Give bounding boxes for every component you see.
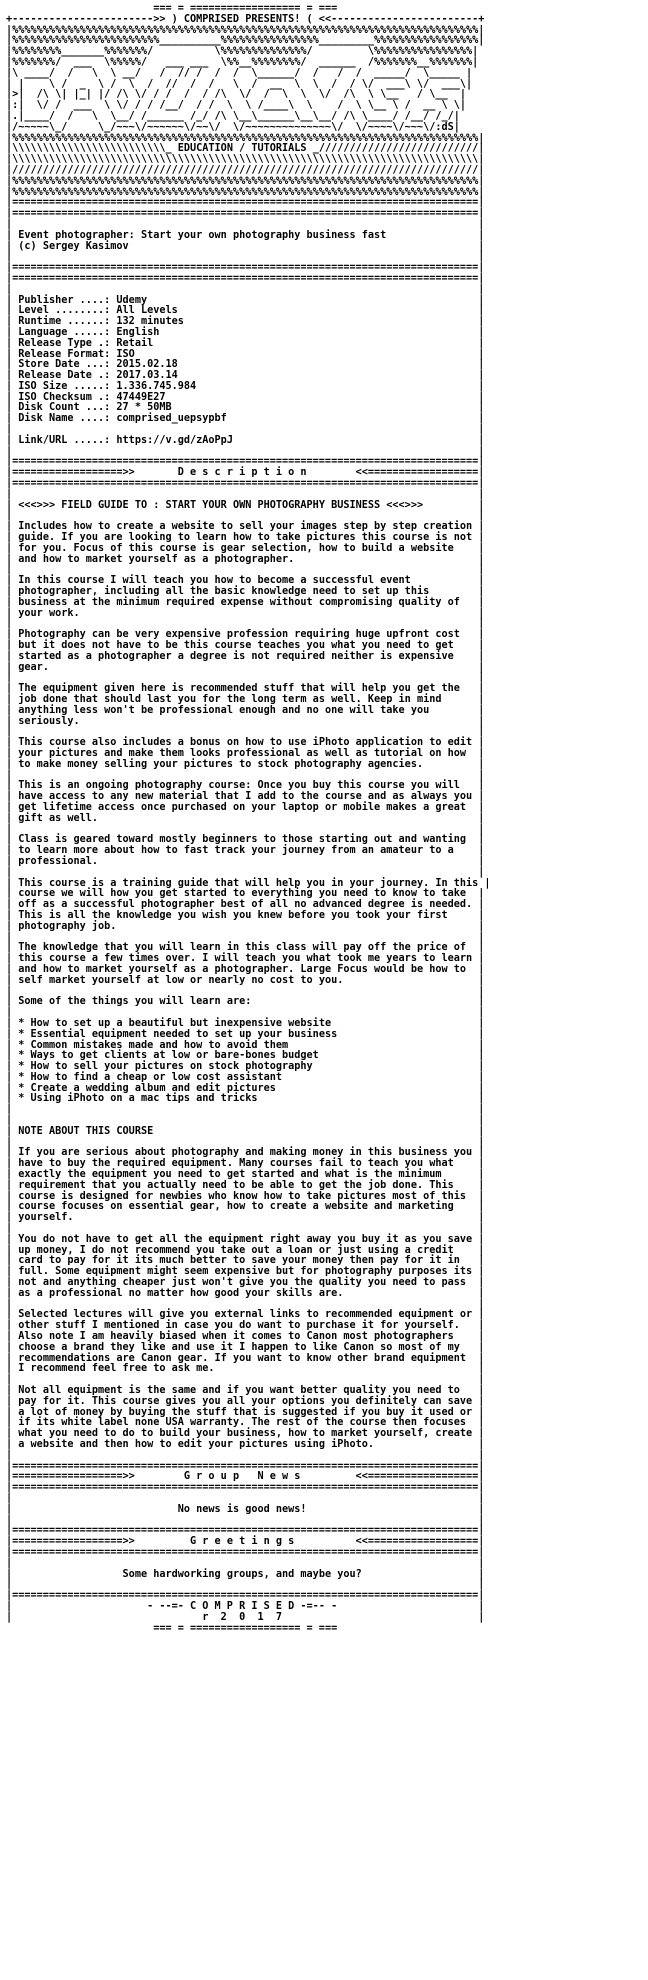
description-text: self market yourself at low or nearly no cost to you. [18,974,344,986]
info-line: ISO Size .....: 1.336.745.984 [18,380,197,392]
info-line-line: | Language .....: English | [6,326,485,338]
info-line: Level ........: All Levels [18,305,178,317]
description-text-line: | photography job. | [6,920,485,932]
description-text-line: | The knowledge that you will learn in this class will pay off the price of | [6,942,485,954]
note-text-line: | Also note I am heavily biased when it comes to Canon most photographers | [6,1331,485,1343]
description-text: The equipment given here is recommended stuff that will help you get the [18,683,460,695]
info-line-line: | Disk Name ....: comprised_uepsypbf | [6,413,485,425]
bullet-item-line: | * Create a wedding album and edit pictures | [6,1082,485,1094]
rule-line: |============================================================================| [6,478,485,490]
info-line: Release Date .: 2017.03.14 [18,370,178,382]
logo-art: |\ ____/ / \ \ __/ / // / / / \______/ / / / _____/ \_____ | [6,67,473,79]
info-line-line: | ISO Size .....: 1.336.745.984 | [6,380,485,392]
note-text-line: | what you need to do to build your business, how to market yourself, create | [6,1428,485,1440]
info-line: Publisher ....: Udemy [18,294,148,306]
note-text-line: | other stuff I mentioned in case you do want to purchase it for yourself. | [6,1320,485,1332]
description-text: This is all the knowledge you wish you knew before you took your first [18,909,448,921]
blank-line: | | [6,1115,485,1127]
description-text: In this course I will teach you how to become a successful event [18,575,411,587]
blank-line: | | [6,1136,485,1148]
description-text-line: | In this course I will teach you how to become a successful event | [6,575,485,587]
note-text-line: | card to pay for it its much better to save your money then pay for it in | [6,1255,485,1267]
description-text: have access to any new material that I add to the course and as always you [18,791,473,803]
info-line-line: | Disk Count ...: 27 * 50MB | [6,402,485,414]
description-text-line: | This is an ongoing photography course: Once you buy this course you will | [6,780,485,792]
description-text: this course a few times over. I will teach you what took me years to learn [18,953,473,965]
info-line: Release Format: ISO [18,348,135,360]
presents-title-line: +----------------------->> ) COMPRISED PRESENTS! ( <<------------------------+ [6,13,485,25]
info-line-line: | Runtime ......: 132 minutes | [6,316,485,328]
bullet-item: * Ways to get clients at low or bare-bones budget [18,1050,319,1062]
rule-line: |============================================================================| [6,208,485,220]
blank-line: | | [6,672,485,684]
note-text: If you are serious about photography and making money in this business you [18,1147,473,1159]
description-text-line: | photographer, including all the basic knowledge need to set up this | [6,586,485,598]
description-text-line: | job done that should last you for the long term as well. Keep in mind | [6,694,485,705]
blank-line: | | [6,769,485,781]
note-text: full. Some equipment might seem expensive but for photography purposes its [18,1266,473,1278]
description-text: and how to market yourself as a photographer. Large Focus would be how to [18,963,467,975]
rule-line: |============================================================================| [6,1590,485,1602]
greetings-text-line: | Some hardworking groups, and maybe you? | [6,1568,485,1580]
group-news-text-line: | No news is good news! | [6,1503,485,1515]
description-text: course we will how you get started to everything you need to know to take [18,888,467,900]
description-text: job done that should last you for the long term as well. Keep in mind [18,694,442,705]
description-text-line: | This is all the knowledge you wish you knew before you took your first | [6,909,485,921]
logo-art: |%%%%%%%%%%%%%%%%%%%%%%%%%%%%%%%%%%%%%%%%%%%%%%%%%%%%%%%%%%%%%%%%%%%%%%%%%%%%| [6,132,485,144]
description-text-line: | and how to market yourself as a photographer. | [6,553,485,565]
logo-art: |:| \/ / ___ \ \/ / / /__/ / / \ \ /____\ \ / \ \__ \ / __ \ \| [6,100,467,112]
rule-line: |============================================================================| [6,456,485,468]
note-text-line: | You do not have to get all the equipment right away you buy it as you save | [6,1233,485,1245]
info-line: Release Type .: Retail [18,337,154,349]
blank-line: | | [6,488,485,500]
bullet-item-line: | * Common mistakes made and how to avoid them | [6,1039,485,1051]
note-text-line: | requirement that you actually need to be able to get the job done. This | [6,1179,485,1191]
note-text: recommendations are Canon gear. If you want to know other brand equipment [18,1352,467,1364]
logo-art: | | \ / _ \ / \ / // / / \ / __ \ \ / / \/ ___\ \/ ___\| [6,78,473,90]
subtitle: EDUCATION / TUTORIALS [177,143,307,155]
note-text-line: | Selected lectures will give you external links to recommended equipment or | [6,1309,485,1321]
note-text-line: | not and anything cheaper just won't give you the quality you need to pass | [6,1277,485,1289]
description-text: gift as well. [18,812,99,824]
description-text-line: | The equipment given here is recommended stuff that will help you get the | [6,683,485,695]
blank-line: | | [6,618,485,630]
description-text: photography job. [18,920,117,932]
greetings-text: Some hardworking groups, and maybe you? [122,1568,362,1580]
note-text: up money, I do not recommend you take out a loan or just using a credit [18,1244,454,1256]
note-text: Selected lectures will give you external links to recommended equipment or [18,1309,473,1321]
note-text-line: | as a professional no matter how good your skills are. | [6,1287,485,1299]
info-line: Store Date ...: 2015.02.18 [18,359,178,371]
info-line: Language .....: English [18,326,160,338]
blank-line: | | [6,1579,485,1591]
release-title-line: | Event photographer: Start your own photography business fast | [6,229,485,241]
bullet-item: * How to sell your pictures on stock photography [18,1061,313,1073]
description-text-line: | your pictures and make them looks professional as well as tutorial on how | [6,747,485,759]
blank-line: | | [6,823,485,835]
section-description-line: |==================>> D e s c r i p t i o n <<==================| [6,467,485,479]
description-text-line: | This course also includes a bonus on how to use iPhoto application to edit | [6,737,485,749]
description-text-line: | seriously. | [6,715,485,727]
description-text: business at the minimum required expense without compromising quality of [18,596,460,608]
section-group-news-line: |==================>> G r o u p N e w s <<==================| [6,1471,485,1483]
description-text-line: | Some of the things you will learn are: | [6,996,485,1008]
bullet-item-line: | * Using iPhoto on a mac tips and tricks | [6,1093,485,1105]
note-text: have to buy the required equipment. Many courses fail to teach you what [18,1158,454,1170]
blank-line: | | [6,1449,485,1461]
description-text: for you. Focus of this course is gear selection, how to build a website [18,542,454,554]
note-text: exactly the equipment you need to get started and what is the minimum [18,1169,442,1181]
release-author: (c) Sergey Kasimov [18,240,129,252]
note-text-line: | pay for it. This course gives you all your options you definitely can save | [6,1395,485,1407]
description-text: started as a photographer a degree is not required neither is expensive [18,650,454,662]
bottom-rule: === = ================== = === [153,1622,338,1634]
description-text-line: | this course a few times over. I will teach you what took me years to learn | [6,953,485,965]
info-line-line: | Release Date .: 2017.03.14 | [6,370,485,382]
description-text: This course is a training guide that will help you in your journey. In this [18,877,479,889]
link-url: Link/URL .....: https://v.gd/zAoPpJ [18,434,233,446]
note-text: what you need to do to build your business, how to market yourself, create [18,1428,473,1440]
note-text: as a professional no matter how good your skills are. [18,1287,344,1299]
section-description: D e s c r i p t i o n [177,467,307,479]
bullet-item-line: | * How to find a cheap or low cost assistant | [6,1071,485,1083]
presents-title: >> ) COMPRISED PRESENTS! ( << [153,13,332,25]
blank-line: | | [6,1298,485,1310]
deco-line: |////////////////////////////////////////////////////////////////////////////| [6,164,485,176]
description-text: Photography can be very expensive profession requiring huge upfront cost [18,629,460,641]
info-line: Disk Name ....: comprised_uepsypbf [18,413,227,425]
logo-art: |%%%%%%%%%%%%%%%%%%%%%%%%%%%%%%%%%%%%%%%%%%%%%%%%%%%%%%%%%%%%%%%%%%%%%%%%%%%%| [6,24,485,36]
description-text: anything less won't be professional enough and no one will take you [18,704,430,716]
blank-line: | | [6,1007,485,1019]
blank-line: | | [6,1514,485,1526]
bullet-item: * Common mistakes made and how to avoid them [18,1039,289,1051]
rule-line: |============================================================================| [6,1482,485,1494]
note-text-line: | choose a brand they like and use it I happen to like Canon so most of my | [6,1341,485,1353]
description-text: off as a successful photographer best of all no advanced degree is needed. [18,899,473,911]
note-heading-line: | NOTE ABOUT THIS COURSE | [6,1125,485,1137]
rule-line: |============================================================================| [6,197,485,209]
description-text-line: | get lifetime access once purchased on your laptop or mobile makes a great | [6,801,485,813]
rule-line: |============================================================================| [6,272,485,284]
info-line-line: | Store Date ...: 2015.02.18 | [6,359,485,371]
description-text-line: | for you. Focus of this course is gear selection, how to build a website | [6,542,485,554]
description-text: your pictures and make them looks professional as well as tutorial on how [18,747,467,759]
logo-art: |>| /\ \| |_| |/ /\ \/ / / / / /\ \/ / \ \ \/ /\ \ \__ / \__ | [6,89,467,101]
note-text: pay for it. This course gives you all your options you definitely can save [18,1395,473,1407]
description-text-line: | This course is a training guide that will help you in your journey. In this | [6,877,491,889]
blank-line: | | [6,445,485,457]
description-text-line: | self market yourself at low or nearly no cost to you. | [6,974,485,986]
blank-line: | | [6,283,485,295]
note-text-line: | If you are serious about photography and making money in this business you | [6,1147,485,1159]
note-text: not and anything cheaper just won't give you the quality you need to pass [18,1277,467,1289]
bullet-item: * How to find a cheap or low cost assistant [18,1071,283,1083]
description-text-line: | course we will how you get started to everything you need to know to take | [6,888,485,900]
rule-line: |============================================================================| [6,1525,485,1537]
footer-brand-line: | - --=- C O M P R I S E D -=-- - | [6,1600,485,1612]
note-text: a website and then how to edit your pictures using iPhoto. [18,1438,375,1450]
rule-line: |============================================================================| [6,1460,485,1472]
note-text-line: | exactly the equipment you need to get started and what is the minimum | [6,1169,485,1181]
bullet-item: * Essential equipment needed to set up your business [18,1028,338,1040]
info-line-line: | ISO Checksum .: 47449E27 | [6,391,485,403]
note-text: a lot of money by buying the stuff that is suggested if you buy it used or [18,1406,473,1418]
description-text: professional. [18,855,99,867]
info-line-line: | Release Format: ISO | [6,348,485,360]
note-text-line: | Not all equipment is the same and if you want better quality you need to | [6,1385,485,1396]
info-line-line: | Level ........: All Levels | [6,305,485,317]
description-text-line: | business at the minimum required expense without compromising quality of | [6,596,485,608]
note-text: course is designed for newbies who know how to take pictures most of this [18,1190,467,1202]
blank-line: | | [6,931,485,943]
description-text: This is an ongoing photography course: Once you buy this course you will [18,780,460,792]
note-text: yourself. [18,1212,74,1224]
note-text-line: | I recommend feel free to ask me. | [6,1363,485,1375]
bullet-item: * Create a wedding album and edit pictures [18,1082,276,1094]
note-text: Also note I am heavily biased when it comes to Canon most photographers [18,1331,454,1343]
description-text-line: | Includes how to create a website to sell your images step by step creation | [6,521,485,533]
section-greetings: G r e e t i n g s [190,1536,295,1548]
description-text-line: | Photography can be very expensive profession requiring huge upfront cost | [6,629,485,641]
note-text-line: | recommendations are Canon gear. If you want to know other brand equipment | [6,1352,485,1364]
description-text: gear. [18,661,49,673]
description-text-line: | to make money selling your pictures to stock photography agencies. | [6,758,485,770]
note-text-line: | a lot of money by buying the stuff that is suggested if you buy it used or | [6,1406,485,1418]
description-text-line: | gift as well. | [6,812,485,824]
section-greetings-line: |==================>> G r e e t i n g s <<==================| [6,1536,485,1548]
subtitle-line: |\\\\\\\\\\\\\\\\\\\\\\\\\_ EDUCATION / TUTORIALS _//////////////////////////| [6,143,485,155]
info-line: Disk Count ...: 27 * 50MB [18,402,172,414]
note-text-line: | if its white label none USA warranty. The rest of the course then focuses | [6,1417,485,1429]
description-heading-line: | <<<>>> FIELD GUIDE TO : START YOUR OWN PHOTOGRAPHY BUSINESS <<<>>> | [6,499,485,511]
footer-year: r 2 0 1 7 [202,1611,283,1623]
description-text-line: | and how to market yourself as a photographer. Large Focus would be how to | [6,963,485,975]
footer-year-line: | r 2 0 1 7 | [6,1611,485,1623]
info-line-line: | Publisher ....: Udemy | [6,294,485,306]
blank-line: | | [6,1374,485,1386]
description-text: Class is geared toward mostly beginners to those starting out and wanting [18,834,467,846]
note-text: other stuff I mentioned in case you do want to purchase it for yourself. [18,1320,460,1332]
description-text-line: | professional. | [6,855,485,867]
description-text: Some of the things you will learn are: [18,996,252,1008]
note-text: Not all equipment is the same and if you want better quality you need to [18,1385,460,1396]
description-text-line: | started as a photographer a degree is not required neither is expensive | [6,650,485,662]
link-url-line: | Link/URL .....: https://v.gd/zAoPpJ | [6,434,485,446]
note-text: choose a brand they like and use it I happen to like Canon so most of my [18,1341,460,1353]
blank-line: | | [6,1223,485,1235]
note-text: if its white label none USA warranty. The rest of the course then focuses [18,1417,467,1429]
note-text-line: | course focuses on essential gear, how to create a website and marketing | [6,1201,485,1213]
note-text-line: | course is designed for newbies who know how to take pictures most of this | [6,1190,485,1202]
description-text: get lifetime access once purchased on your laptop or mobile makes a great [18,801,467,813]
note-text-line: | full. Some equipment might seem expensive but for photography purposes its | [6,1266,485,1278]
blank-line: | | [6,1557,485,1569]
note-text: card to pay for it its much better to save your money then pay for it in [18,1255,460,1267]
info-line: Runtime ......: 132 minutes [18,316,184,328]
deco-line: |%%%%%%%%%%%%%%%%%%%%%%%%%%%%%%%%%%%%%%%%%%%%%%%%%%%%%%%%%%%%%%%%%%%%%%%%%%%%| [6,186,485,198]
description-text: guide. If you are looking to learn how to take pictures this course is not [18,532,473,544]
rule-line: |============================================================================| [6,1546,485,1558]
note-text: course focuses on essential gear, how to create a website and marketing [18,1201,454,1213]
description-heading: <<<>>> FIELD GUIDE TO : START YOUR OWN PHOTOGRAPHY BUSINESS <<<>>> [18,499,424,511]
note-text-line: | up money, I do not recommend you take out a loan or just using a credit | [6,1244,485,1256]
blank-line: | | [6,218,485,230]
bullet-item-line: | * Essential equipment needed to set up your business | [6,1028,485,1040]
blank-line: | | [6,866,485,878]
description-text: but it does not have to be this course teaches you what you need to get [18,640,454,652]
logo-art: |.|____/ / \ \__/ /______ /_/ /\ \__\______\__\__/ /\ \____/ /__/ /_/| [6,110,460,122]
bullet-item: * How to set up a beautiful but inexpensive website [18,1017,332,1029]
deco-line: |%%%%%%%%%%%%%%%%%%%%%%%%%%%%%%%%%%%%%%%%%%%%%%%%%%%%%%%%%%%%%%%%%%%%%%%%%%%%| [6,175,485,187]
description-text-line: | Class is geared toward mostly beginners to those starting out and wanting | [6,834,485,846]
bullet-item-line: | * Ways to get clients at low or bare-bones budget | [6,1050,485,1062]
description-text-line: | your work. | [6,607,485,619]
description-text: your work. [18,607,80,619]
blank-line: | | [6,564,485,576]
description-text: to make money selling your pictures to stock photography agencies. [18,758,424,770]
note-text-line: | a website and then how to edit your pictures using iPhoto. | [6,1438,485,1450]
description-text: Includes how to create a website to sell your images step by step creation [18,521,473,533]
description-text: The knowledge that you will learn in this class will pay off the price of [18,942,467,954]
description-text-line: | gear. | [6,661,485,673]
rule-line: |============================================================================| [6,262,485,274]
info-line-line: | Release Type .: Retail | [6,337,485,349]
logo-art: |%%%%%%%%_______%%%%%%%/ \%%%%%%%%%%%%%%/ \%%%%%%%%%%%%%%%%| [6,46,479,58]
logo-art: |%%%%%%%%%%%%%%%%%%%%%%%%__________%%%%%%%%%%%%%%%%_________%%%%%%%%%%%%%%%%%| [6,35,485,47]
description-text: seriously. [18,715,80,727]
top-rule: === = ================== = === [153,3,338,14]
blank-line: | | [6,510,485,522]
bullet-item-line: | * How to set up a beautiful but inexpensive website | [6,1017,485,1029]
bottom-rule-line [6,1624,642,1635]
description-text: and how to market yourself as a photographer. [18,553,295,565]
note-text: requirement that you actually need to be able to get the job done. This [18,1179,454,1191]
footer-brand: - --=- C O M P R I S E D -=-- - [147,1600,338,1612]
info-line: ISO Checksum .: 47449E27 [18,391,166,403]
note-text: You do not have to get all the equipment right away you buy it as you save [18,1233,473,1245]
description-text: This course also includes a bonus on how to use iPhoto application to edit [18,737,473,749]
logo-art: |/~~~~~\_/ \_/~~~\/~~~~~~\/~~\/ \/~~~~~~~~~~~~~~\/ \/~~~~\/~~~\/:dS| [6,121,460,133]
blank-line: | | [6,726,485,738]
group-news-text: No news is good news! [177,1503,307,1515]
release-author-line: | (c) Sergey Kasimov | [6,240,485,252]
blank-line: | | [6,251,485,263]
description-text-line: | off as a successful photographer best of all no advanced degree is needed. | [6,899,485,911]
release-title: Event photographer: Start your own photography business fast [18,229,387,241]
logo-art: |%%%%%%%/ ___ \%%%%%/ ___ ___ \%%__%%%%%%%%/ ______ /%%%%%%%__%%%%%%%| [6,56,479,68]
note-text-line: | have to buy the required equipment. Many courses fail to teach you what | [6,1158,485,1170]
blank-line: | | [6,1104,485,1116]
note-text-line: | yourself. | [6,1212,485,1224]
description-text-line: | to learn more about how to fast track your journey from an amateur to a | [6,845,485,857]
bullet-item: * Using iPhoto on a mac tips and tricks [18,1093,258,1105]
description-text-line: | guide. If you are looking to learn how to take pictures this course is not | [6,532,485,544]
bullet-item-line: | * How to sell your pictures on stock photography | [6,1061,485,1073]
description-text-line: | anything less won't be professional enough and no one will take you | [6,704,485,716]
description-text-line: | but it does not have to be this course teaches you what you need to get | [6,640,485,652]
description-text: photographer, including all the basic knowledge need to set up this [18,586,430,598]
note-text: I recommend feel free to ask me. [18,1363,215,1375]
description-text-line: | have access to any new material that I add to the course and as always you | [6,791,485,803]
blank-line: | | [6,424,485,436]
blank-line: | | [6,1492,485,1504]
section-group-news: G r o u p N e w s [183,1471,301,1483]
description-text: to learn more about how to fast track your journey from an amateur to a [18,845,454,857]
note-heading: NOTE ABOUT THIS COURSE [18,1125,154,1137]
blank-line: | | [6,985,485,997]
deco-line: |\\\\\\\\\\\\\\\\\\\\\\\\\\\\\\\\\\\\\\\\\\\\\\\\\\\\\\\\\\\\\\\\\\\\\\\\\\\\| [6,154,485,166]
